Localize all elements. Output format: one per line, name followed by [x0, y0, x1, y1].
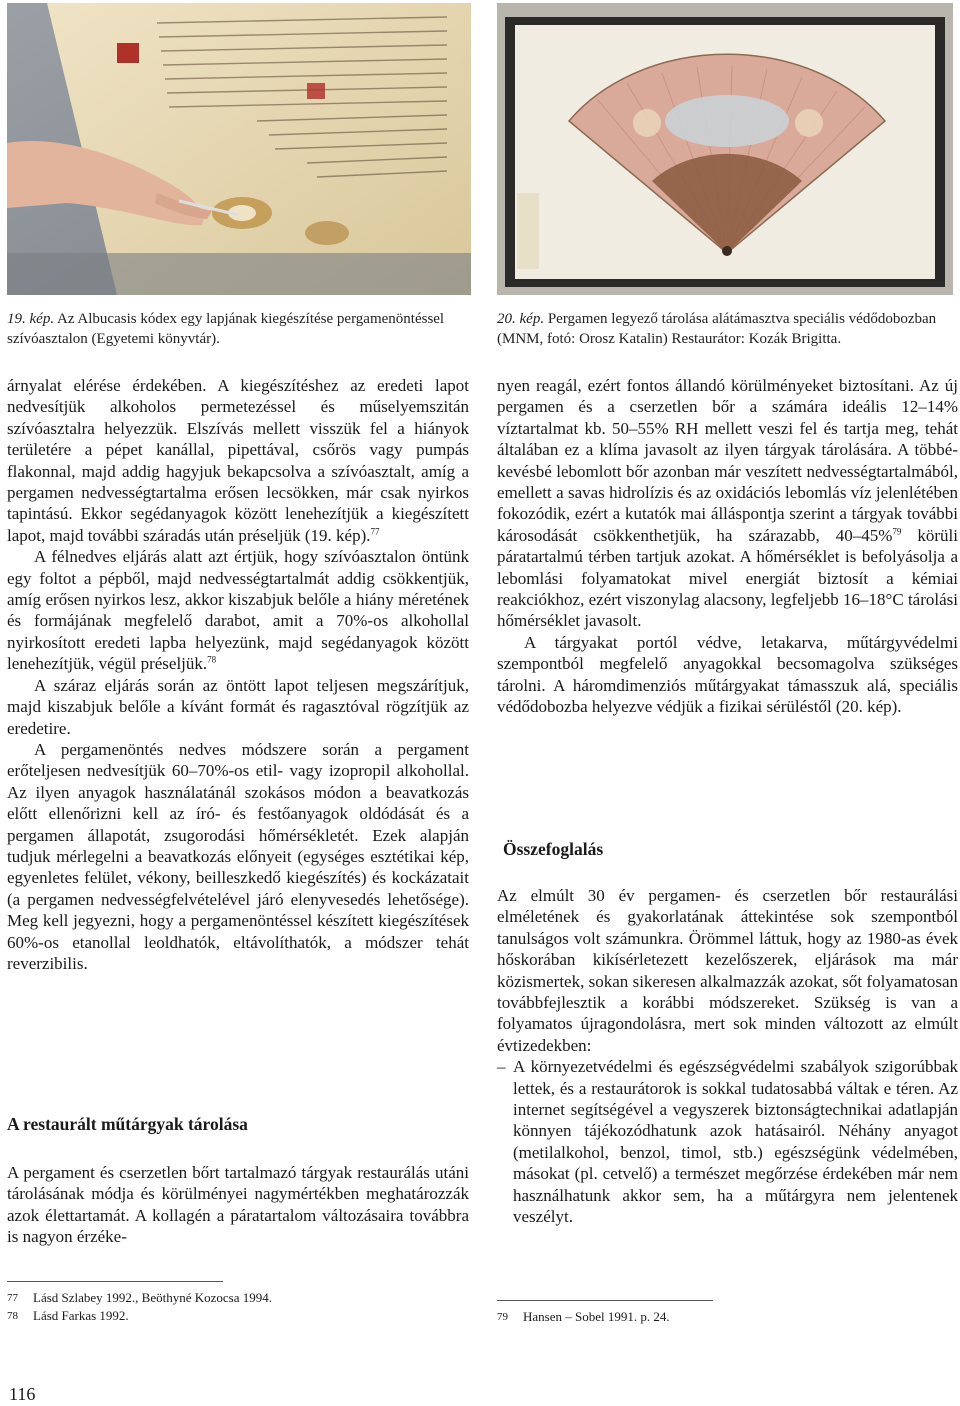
- paragraph: [7, 375, 469, 546]
- figure-19-label: 19. kép.: [7, 311, 55, 327]
- paragraph-text: A félnedves eljárás alatt azt értjük, hogy szívóasztalon öntünk egy foltot a pépből, majd nedvességtartalmát addig csökkentjük, amíg erősen nyirkos lesz, akkor kiszabjuk belőle a hiány méretének és formájának megfelelő darabot, amit a 70%-os alkohollal nyirkosított eredeti lapba helyezünk, majd segédanyagok között lenehezítjük, végül préseljük.: [7, 547, 469, 674]
- footnote-number: 79: [497, 1311, 508, 1323]
- footnote-rule: [7, 1281, 223, 1282]
- footnote-text: Lásd Szlabey 1992., Beöthyné Kozocsa 1994.: [33, 1290, 273, 1305]
- footnote-text: Hansen – Sobel 1991. p. 24.: [523, 1309, 670, 1324]
- paragraph: A tárgyakat portól védve, letakarva, műtárgyvédelmi szempontból megfelelő anyagokkal becsomagolva szükséges tárolni. A háromdimenziós műtárgyakat támasszuk alá, speciális védődobozba helyezve védjük a fizikai sérüléstől (20. kép).: [497, 632, 958, 717]
- footnote-number: 78: [7, 1310, 18, 1322]
- paragraph-text: körüli páratartalmú térben tartjuk azokat. A hőmérséklet is befolyásolja a lebomlási folyamatokat mivel energiát biztosít a kémiai reakciókhoz, ezért viszonylag alacsony, legfeljebb 16–18°C tárolási hőmérséklet javasolt.: [497, 525, 958, 631]
- bullet-list: [497, 1056, 958, 1227]
- parchment-fan-photo: [497, 3, 953, 295]
- footnotes-right: [497, 1308, 957, 1326]
- paragraph-text: nyen reagál, ezért fontos állandó körülményeket biztosítani. Az új pergamen és a cserzetlen bőr a számára ideális 12–14% víztartalmat kb. 50–55% RH mellett veszi fel és tartja meg, tehát általában ez a klíma javasolt az ilyen tárgyak tárolására. A többé-kevésbé lebomlott bőr azonban már veszített nedvességtartalmából, emellett a savas hidrolízis és az oxidációs lebomlás víz jelenlétében fokozódik, ezért a kutatók mai álláspontja szerint a tárgyak további károsodását csökkenthetjük, ha szárazabb, 40–45%: [497, 376, 958, 545]
- paragraph: A száraz eljárás során az öntött lapot teljesen megszárítjuk, majd kiszabjuk belőle a kívánt formát és ragasztóval rögzítjük az eredetire.: [7, 675, 469, 738]
- right-column-text: [497, 375, 958, 718]
- paragraph: A pergamenöntés nedves módszere során a pergament erőteljesen nedvesítjük 60–70%-os etil- vagy izopropil alkohollal. Az ilyen anyagok használatánál szokásos módon a beavatkozás előtt ellenőrizni kell az író- és festőanyagok oldódását és a pergamen állapotát, zsugorodási hőmérsékletét. Ezek alapján tudjuk mérlegelni a beavatkozás előnyeit (egységes esztétikai kép, egyenletes felület, vékony, beilleszkedő kiegészítés) és kockázatait (a pergamen nedvességfelvételével járó elenyvesedés lehetősége). Meg kell jegyezni, hogy a pergamenöntéssel készített kiegészítések 60%-os etanollal leoldhatók, eltávolíthatók, a módszer tehát reverzibilis.: [7, 739, 469, 973]
- footnote-ref: 79: [892, 526, 902, 537]
- manuscript-restoration-photo: [7, 3, 471, 295]
- page-number: 116: [9, 1384, 36, 1404]
- dash-bullet: –: [497, 1057, 506, 1077]
- right-column-text-2: [497, 885, 958, 1228]
- paragraph: Az elmúlt 30 év pergamen- és cserzetlen bőr restaurálási elméletének és gyakorlatának áttekintése sok szempontból tanulságos volt számunkra. Örömmel láttuk, hogy az 1980-as évek hőskorában kikísérletezett kezelőszerek, eljárások ma már közismertek, sokan sikeresen alkalmazzák azokat, sőt folyamatosan továbbfejlesztik a korábbi módszereket. Szükség is van a folyamatos újragondolásra, mert sok minden változott az elmúlt évtizedekben:: [497, 886, 958, 1055]
- section-heading-storage: A restaurált műtárgyak tárolása: [7, 1114, 248, 1134]
- list-item: [497, 1056, 958, 1227]
- footnote-number: 77: [7, 1292, 18, 1304]
- figure-20-label: 20. kép.: [497, 311, 545, 327]
- figure-19-caption: [7, 309, 471, 349]
- footnote: [7, 1289, 467, 1307]
- left-column-text-2: [7, 1162, 469, 1248]
- footnote-rule: [497, 1300, 713, 1301]
- paragraph: [497, 375, 958, 632]
- footnote-text: Lásd Farkas 1992.: [33, 1308, 129, 1323]
- figure-20-text: Pergamen legyező tárolása alátámasztva speciális védődobozban (MNM, fotó: Orosz Katalin) Restaurátor: Kozák Brigitta.: [497, 311, 937, 347]
- section-heading-summary: Összefoglalás: [503, 839, 604, 859]
- paragraph-text: árnyalat elérése érdekében. A kiegészítéshez az eredeti lapot nedvesítjük alkoholos permetezéssel és műselyemszitán szívóasztalra helyezzük. Elszívás mellett visszük fel a hiányok területére a pépet kanállal, pipettával, csőrös vagy pumpás flakonnal, majd addig hagyjuk bekapcsolva a szívóasztalt, amíg a pergamen nedvességtartalma erősen lecsökken, már csak nyirkos tapintású. Ekkor segédanyagok között lenehezítjük a kiegészített lapot, majd további száradás után préseljük (19. kép).: [7, 376, 469, 545]
- figure-19-text: Az Albucasis kódex egy lapjának kiegészítése pergamenöntéssel szívóasztalon (Egyetemi könyvtár).: [7, 311, 445, 347]
- footnote-ref: 78: [207, 654, 217, 665]
- paragraph: [7, 546, 469, 674]
- figure-20-caption: [497, 309, 957, 349]
- footnote-ref: 77: [370, 526, 380, 537]
- paragraph: A pergament és cserzetlen bőrt tartalmazó tárgyak restaurálás utáni tárolásának módja és körülményei nagymértékben meghatározzák azok élettartamát. A kollagén a páratartalom változásaira továbbra is nagyon érzéke-: [7, 1163, 469, 1247]
- list-item-text: A környezetvédelmi és egészségvédelmi szabályok szigorúbbak lettek, és a restaurátorok is sokkal tudatosabbá váltak e téren. Az internet segítségével a vegyszerek biztonságtechnikai adatlapján könnyen tájékozódhatunk azok hatásairól. Néhány anyagot (metilalkohol, benzol, timol, stb.) egészségünk védelmében, másokat (pl. cetvelő) a természet megőrzése érdekében már nem használhatunk akkor sem, ha a műtárgyra nem jelentenek veszélyt.: [513, 1057, 958, 1227]
- footnote: [7, 1307, 467, 1325]
- footnote: [497, 1308, 957, 1326]
- left-column-text: [7, 375, 469, 974]
- footnotes-left: [7, 1289, 467, 1325]
